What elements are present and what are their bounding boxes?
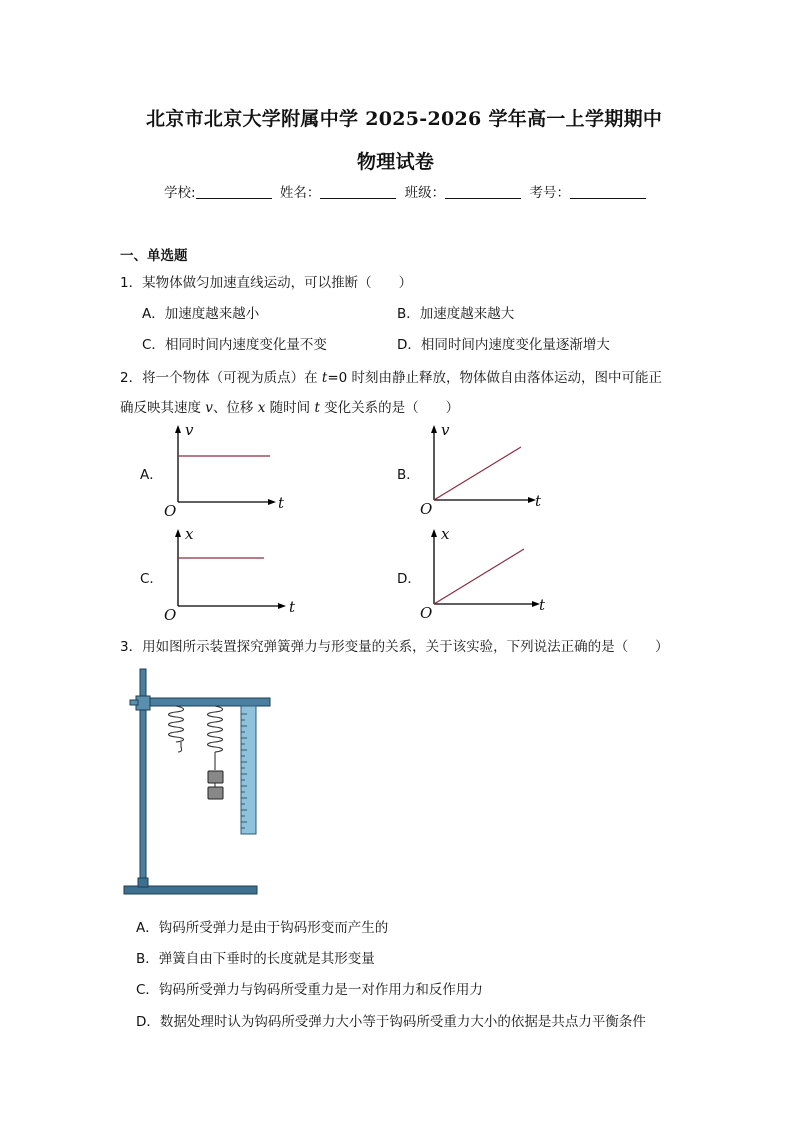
spring-apparatus-figure [120, 664, 280, 899]
student-info-line [164, 181, 650, 201]
clamp-screw [130, 700, 138, 705]
question-3-stem: 3．用如图所示装置探究弹簧弹力与形变量的关系，关于该实验，下列说法正确的是（ ） [120, 639, 669, 655]
graph-d-line [434, 549, 524, 604]
graph-d-origin: O [420, 604, 433, 622]
q1-option-b[interactable]: B．加速度越来越大 [397, 306, 515, 322]
class-label: 班级： [404, 185, 446, 201]
graph-c-origin: O [164, 606, 177, 624]
stand-arm [150, 698, 270, 706]
exam-title-line2: 物理试卷 [357, 151, 435, 173]
graph-c-x-arrow [278, 603, 286, 609]
q3-option-a[interactable]: A．钩码所受弹力是由于钩码形变而产生的 [136, 920, 389, 936]
spring-loaded [208, 706, 223, 770]
graph-b-origin: O [420, 500, 433, 518]
graph-d-xlabel: t [539, 596, 546, 614]
graph-c-y-arrow [175, 529, 181, 537]
graph-d-y-arrow [431, 529, 437, 537]
q3-option-d[interactable]: D．数据处理时认为钩码所受弹力大小等于钩码所受重力大小的依据是共点力平衡条件 [136, 1014, 646, 1030]
class-blank[interactable] [445, 184, 521, 199]
q1-option-a[interactable]: A．加速度越来越小 [142, 306, 260, 322]
q1-option-c[interactable]: C．相同时间内速度变化量不变 [142, 337, 327, 353]
spring-unloaded [169, 706, 184, 752]
graph-d-ylabel: x [441, 525, 450, 543]
graph-b-ylabel: v [441, 421, 450, 439]
ruler [241, 706, 256, 834]
exam-number-blank[interactable] [570, 184, 646, 199]
q3-option-b[interactable]: B．弹簧自由下垂时的长度就是其形变量 [136, 951, 375, 967]
graph-b-line [434, 447, 521, 500]
q2-option-c-label[interactable]: C． [140, 571, 163, 587]
graph-b [416, 420, 556, 520]
question-2-stem-line1: 2．将一个物体（可视为质点）在 t=0 时刻由静止释放，物体做自由落体运动，图中可能正 [120, 370, 663, 386]
exam-number-label: 考号： [529, 185, 570, 201]
graph-c-ylabel: x [185, 525, 194, 543]
graph-c-xlabel: t [289, 598, 296, 616]
school-blank[interactable] [196, 184, 272, 199]
graph-a [160, 420, 300, 520]
graph-b-y-arrow [431, 425, 437, 433]
school-label: 学校: [164, 185, 196, 201]
hook-weight-upper [208, 771, 223, 783]
q1-option-d[interactable]: D．相同时间内速度变化量逐渐增大 [397, 337, 610, 353]
q2-option-b-label[interactable]: B． [397, 467, 420, 483]
q3-option-c[interactable]: C．钩码所受弹力与钩码所受重力是一对作用力和反作用力 [136, 982, 483, 998]
name-blank[interactable] [320, 184, 396, 199]
exam-title-line1: 北京市北京大学附属中学 2025-2026 学年高一上学期期中 [146, 108, 663, 130]
q2-option-a-label[interactable]: A． [140, 467, 163, 483]
graph-a-x-arrow [268, 499, 276, 505]
graph-a-y-arrow [175, 425, 181, 433]
graph-b-xlabel: t [535, 492, 542, 510]
name-label: 姓名： [279, 185, 321, 201]
graph-a-ylabel: v [185, 421, 194, 439]
graph-a-origin: O [164, 502, 177, 520]
q2-option-d-label[interactable]: D． [397, 571, 421, 587]
pole-foot [138, 878, 148, 887]
question-1-stem: 1．某物体做匀加速直线运动，可以推断（ ） [120, 275, 413, 291]
graph-a-xlabel: t [278, 494, 285, 512]
hook-weight-lower [208, 787, 223, 799]
graph-c [160, 522, 300, 622]
graph-d [416, 522, 556, 622]
section-heading: 一、单选题 [120, 248, 188, 264]
question-2-stem-line2: 确反映其速度 v、位移 x 随时间 t 变化关系的是（ ） [120, 400, 460, 416]
